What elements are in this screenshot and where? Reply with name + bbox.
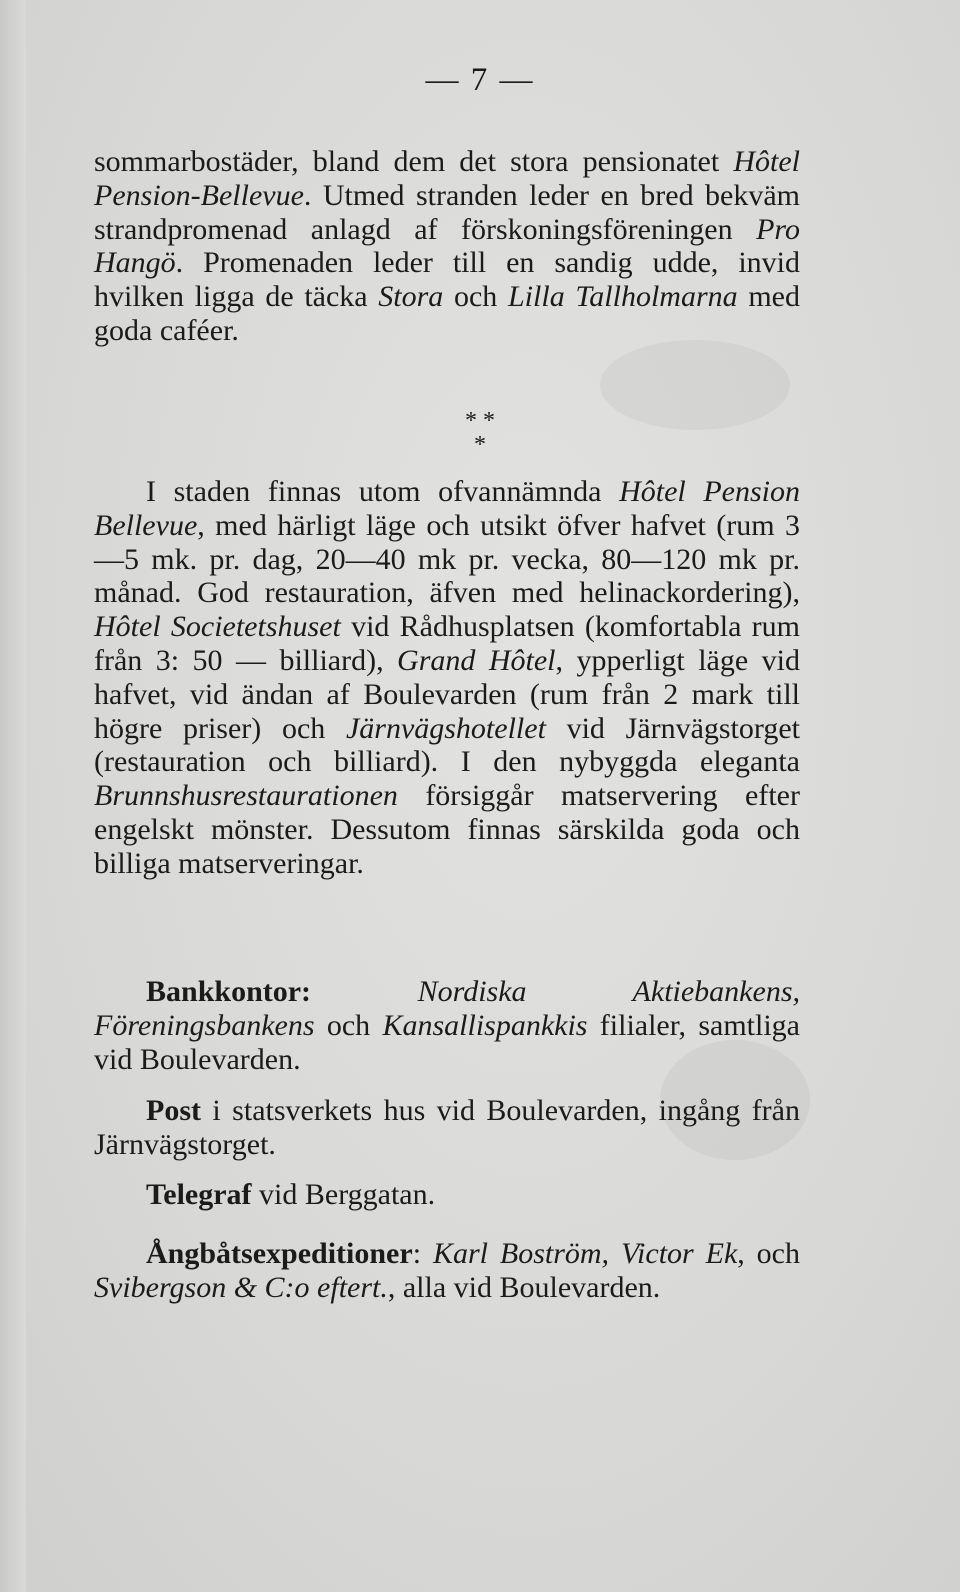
text-run: i statsverkets hus vid Boulevarden, ingång från Järnvägstorget.	[94, 1094, 800, 1161]
italic-run: Lilla Tallholmarna	[508, 280, 738, 314]
text-run: I staden finnas utom ofvannämnda	[146, 475, 620, 508]
page-number: — 7 —	[425, 62, 535, 98]
text-run: vid Rådhusplatsen (komfortabla rum från 3: 50 — billiard),	[94, 610, 800, 677]
page-edge	[0, 0, 26, 1592]
paragraph-post	[94, 1094, 800, 1162]
text-run: . Utmed stranden leder en bred bekväm strandpromenad anlagd af förskoningsföreningen	[94, 178, 800, 246]
italic-run: Karl Boström, Victor Ek	[432, 1237, 738, 1270]
text-run: filialer, samtliga vid Boulevarden.	[94, 1008, 800, 1076]
para6	[94, 1237, 800, 1305]
italic-run: Hôtel Pension Bellevue	[94, 475, 800, 542]
italic-run: Nordiska Aktiebankens, Föreningsbankens	[94, 975, 800, 1042]
bold-run: Telegraf	[146, 1178, 252, 1211]
para2	[94, 475, 800, 881]
italic-run: Kansallispankkis	[382, 1008, 588, 1042]
text-run	[311, 975, 418, 1008]
text-run: :	[412, 1237, 433, 1270]
asterism-top: * *	[465, 408, 495, 434]
text-run: , alla vid Boulevarden.	[387, 1270, 661, 1304]
paragraph-telegraf	[94, 1178, 800, 1212]
para5	[94, 1178, 800, 1212]
text-run: , ypperligt läge vid hafvet, vid ändan af Boulevarden (rum från 2 mark till högre priser) och	[94, 643, 800, 745]
paragraph-bankkontor	[94, 975, 800, 1076]
text-run: försiggår matservering efter engelskt mönster. Dessutom finnas särskilda goda och billiga matserveringar.	[94, 779, 800, 880]
bold-run: Post	[146, 1094, 201, 1127]
italic-run: Brunnshusrestaurationen	[94, 779, 398, 813]
text-run: vid Berggatan.	[251, 1178, 436, 1211]
text-run: och	[443, 280, 508, 314]
bold-run: Ångbåtsexpeditioner	[146, 1237, 413, 1270]
text-run: och	[314, 1008, 383, 1042]
text-run: . Promenaden leder till en sandig udde, invid hvilken ligga de täcka	[94, 246, 800, 314]
bold-run: Bankkontor:	[146, 975, 312, 1008]
text-run: , med härligt läge och utsikt öfver hafvet (rum 3—5 mk. pr. dag, 20—40 mk pr. vecka, 80—120 mk pr. månad. God restauration, äfven med helinackordering),	[94, 508, 800, 610]
paragraph-pensionat	[94, 145, 800, 348]
paragraph-angbat	[94, 1237, 800, 1305]
italic-run: Stora	[378, 280, 444, 314]
paragraph-hotels	[94, 475, 800, 881]
italic-run: Svibergson & C:o eftert.	[94, 1270, 388, 1304]
italic-run: Grand Hôtel	[397, 643, 556, 677]
para3	[94, 975, 800, 1076]
italic-run: Hôtel Pension-Bellevue	[94, 145, 800, 212]
text-run: , och	[737, 1237, 800, 1270]
text-run: med goda caféer.	[94, 280, 800, 347]
italic-run: Järnvägshotellet	[345, 711, 546, 745]
italic-run: Hôtel Societetshuset	[94, 610, 341, 644]
para4	[94, 1094, 800, 1162]
asterism-bottom: *	[474, 432, 486, 458]
para1	[94, 145, 800, 348]
text-run: vid Järnvägstorget (restauration och billiard). I den nybyggda eleganta	[94, 711, 800, 779]
italic-run: Pro Hangö	[94, 212, 800, 280]
text-run: sommarbostäder, bland dem det stora pensionatet	[94, 145, 734, 178]
